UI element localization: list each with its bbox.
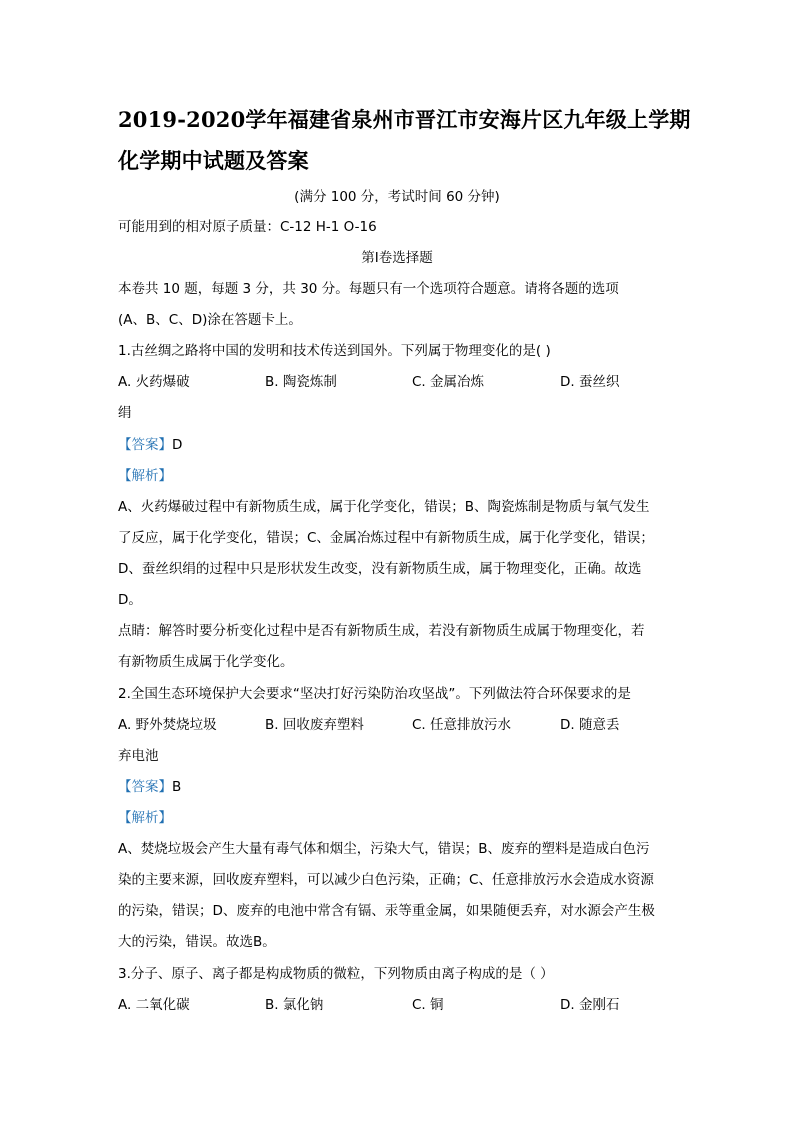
q1-option-d: D. 蚕丝织 bbox=[560, 374, 620, 390]
q2-analysis-tag: 【解析】 bbox=[118, 810, 172, 826]
q2-analysis-line: A、焚烧垃圾会产生大量有毒气体和烟尘，污染大气，错误；B、废弃的塑料是造成白色污 bbox=[118, 841, 650, 857]
question-1-stem: 1.古丝绸之路将中国的发明和技术传送到国外。下列属于物理变化的是( ) bbox=[118, 343, 551, 359]
q2-analysis-line: 染的主要来源，回收废弃塑料，可以减少白色污染，正确；C、任意排放污水会造成水资源 bbox=[118, 872, 654, 888]
q1-option-a: A. 火药爆破 bbox=[118, 374, 190, 390]
answer-tag: 【答案】 bbox=[118, 779, 172, 795]
q1-analysis-line: 了反应，属于化学变化，错误；C、金属冶炼过程中有新物质生成，属于化学变化，错误； bbox=[118, 530, 654, 546]
q1-analysis-tag: 【解析】 bbox=[118, 468, 172, 484]
q2-option-a: A. 野外焚烧垃圾 bbox=[118, 717, 217, 733]
q2-option-c: C. 任意排放污水 bbox=[412, 717, 512, 733]
q2-analysis-line: 的污染，错误；D、废弃的电池中常含有镉、汞等重金属，如果随便丢弃，对水源会产生极 bbox=[118, 903, 655, 919]
section-heading: 第Ⅰ卷选择题 bbox=[361, 250, 433, 266]
instructions-line2: (A、B、C、D)涂在答题卡上。 bbox=[118, 312, 302, 328]
q1-analysis-line: A、火药爆破过程中有新物质生成，属于化学变化，错误；B、陶瓷炼制是物质与氧气发生 bbox=[118, 499, 650, 515]
q2-answer-value: B bbox=[172, 779, 182, 795]
q1-analysis-line: D。 bbox=[118, 592, 142, 608]
q3-option-d: D. 金刚石 bbox=[560, 997, 620, 1013]
q1-answer-value: D bbox=[172, 437, 183, 453]
doc-title-line2: 化学期中试题及答案 bbox=[118, 148, 309, 173]
q1-option-c: C. 金属冶炼 bbox=[412, 374, 485, 390]
q3-option-a: A. 二氧化碳 bbox=[118, 997, 190, 1013]
q1-option-b: B. 陶瓷炼制 bbox=[265, 374, 337, 390]
q3-option-b: B. 氯化钠 bbox=[265, 997, 324, 1013]
doc-title-line1: 2019-2020学年福建省泉州市晋江市安海片区九年级上学期 bbox=[118, 107, 691, 132]
question-3-stem: 3.分子、原子、离子都是构成物质的微粒，下列物质由离子构成的是（ ） bbox=[118, 966, 554, 982]
q1-answer bbox=[118, 436, 182, 454]
exam-info: (满分 100 分，考试时间 60 分钟) bbox=[294, 189, 500, 205]
q1-option-wrap: 绢 bbox=[118, 405, 132, 421]
answer-tag: 【答案】 bbox=[118, 437, 172, 453]
q2-analysis-line: 大的污染，错误。故选B。 bbox=[118, 934, 276, 950]
q2-option-d: D. 随意丢 bbox=[560, 717, 620, 733]
atomic-mass: 可能用到的相对原子质量：C-12 H-1 O-16 bbox=[118, 219, 377, 235]
q2-answer bbox=[118, 778, 181, 796]
question-2-stem: 2.全国生态环境保护大会要求“坚决打好污染防治攻坚战”。下列做法符合环保要求的是 bbox=[118, 686, 631, 702]
instructions-line1: 本卷共 10 题，每题 3 分，共 30 分。每题只有一个选项符合题意。请将各题的选项 bbox=[118, 281, 619, 297]
q2-option-b: B. 回收废弃塑料 bbox=[265, 717, 364, 733]
q2-option-wrap: 弃电池 bbox=[118, 748, 159, 764]
q1-note-line: 有新物质生成属于化学变化。 bbox=[118, 654, 294, 670]
q1-analysis-line: D、蚕丝织绢的过程中只是形状发生改变，没有新物质生成，属于物理变化，正确。故选 bbox=[118, 561, 642, 577]
q3-option-c: C. 铜 bbox=[412, 997, 444, 1013]
q1-note-line: 点睛：解答时要分析变化过程中是否有新物质生成，若没有新物质生成属于物理变化，若 bbox=[118, 623, 645, 639]
